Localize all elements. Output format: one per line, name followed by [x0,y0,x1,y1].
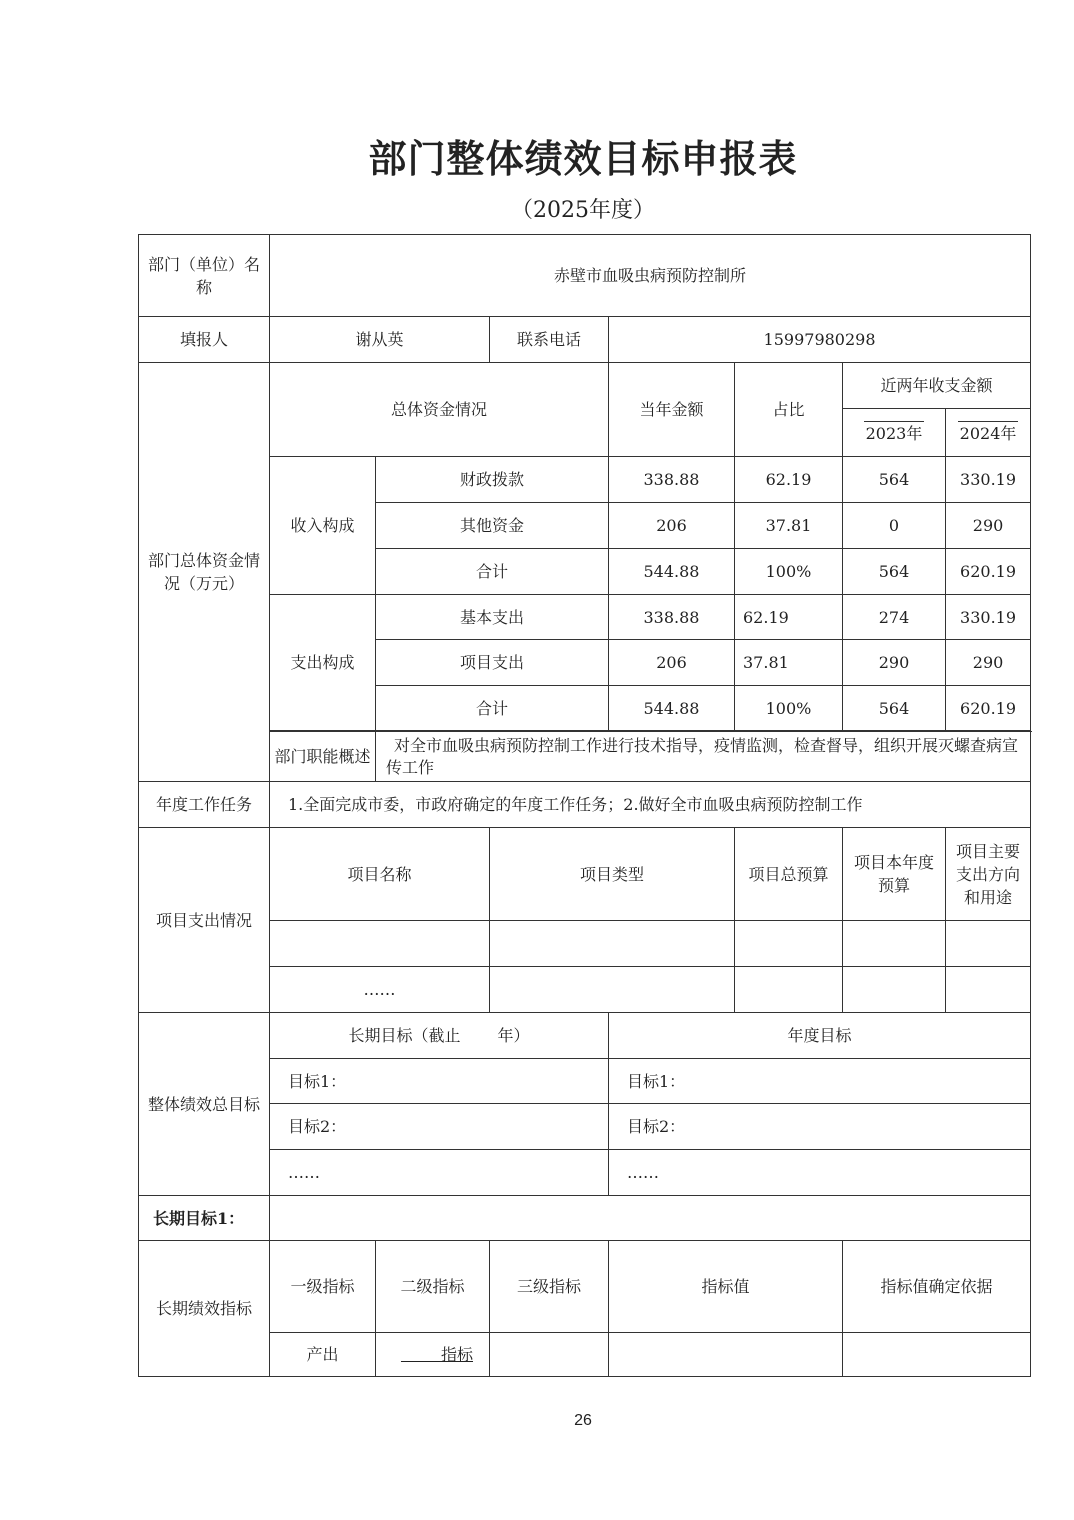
dept-name: 赤壁市血吸虫病预防控制所 [270,235,1031,317]
level2-header: 二级指标 [376,1241,490,1333]
expense-row-2024: 330.19 [946,595,1031,640]
expense-row-name: 基本支出 [376,595,609,640]
income-row-name: 其他资金 [376,503,609,549]
expense-total-name: 合计 [376,686,609,731]
income-total-2023: 564 [843,549,946,595]
income-row-2023: 0 [843,503,946,549]
page-number: 26 [574,1412,592,1429]
income-row-ratio: 37.81 [735,503,843,549]
level3-header: 三级指标 [490,1241,609,1333]
indicators-section-label: 长期绩效指标 [139,1241,270,1377]
expense-label: 支出构成 [270,595,376,731]
income-row-name: 财政拨款 [376,457,609,503]
page-title: 部门整体绩效目标申报表 [368,136,798,181]
year-2023-header: 2023年 [843,409,946,457]
goals-section-label: 整体绩效总目标 [139,1013,270,1196]
project-year-budget-cell [843,921,946,967]
income-row-amount: 206 [609,503,735,549]
long-term-goal-header: 长期目标（截止 年） [270,1013,609,1059]
project-total-budget-cell [735,921,843,967]
income-label: 收入构成 [270,457,376,595]
project-type-header: 项目类型 [490,828,735,921]
project-name-header: 项目名称 [270,828,490,921]
expense-total-2024: 620.19 [946,686,1031,731]
task-label: 年度工作任务 [139,782,270,828]
project-ellipsis: …… [270,967,490,1013]
two-year-header: 近两年收支金额 [843,363,1031,409]
income-row-2023: 564 [843,457,946,503]
year-2024-header: 2024年 [946,409,1031,457]
expense-total-amount: 544.88 [609,686,735,731]
output-level2: 指标 [376,1333,490,1377]
indicator-value-header: 指标值 [609,1241,843,1333]
project-section-label: 项目支出情况 [139,828,270,1013]
page-subtitle: （2025年度） [511,198,655,223]
expense-row-ratio: 62.19 [735,595,843,640]
function-label: 部门职能概述 [270,732,376,782]
expense-total-2023: 564 [843,686,946,731]
long-goal1-value [270,1196,1031,1241]
annual-goal-2: 目标2： [609,1104,1031,1150]
filler-label: 填报人 [139,317,270,363]
output-level3 [490,1333,609,1377]
annual-goal-1: 目标1： [609,1059,1031,1104]
income-row-2024: 290 [946,503,1031,549]
output-basis [843,1333,1031,1377]
funds-section-label: 部门总体资金情况（万元） [139,363,270,782]
project-type-cell [490,967,735,1013]
long-term-goal-ellipsis: …… [270,1150,609,1196]
dept-label: 部门（单位）名称 [139,235,270,317]
expense-row-amount: 338.88 [609,595,735,640]
long-term-goal-2: 目标2： [270,1104,609,1150]
income-total-amount: 544.88 [609,549,735,595]
task-text: 1.全面完成市委，市政府确定的年度工作任务；2.做好全市血吸虫病预防控制工作 [270,782,1031,828]
income-row-amount: 338.88 [609,457,735,503]
expense-row-2023: 290 [843,640,946,686]
expense-row-amount: 206 [609,640,735,686]
project-usage-header: 项目主要支出方向和用途 [946,828,1031,921]
output-label: 产出 [270,1333,376,1377]
project-year-budget-header: 项目本年度预算 [843,828,946,921]
project-total-budget-cell [735,967,843,1013]
expense-row-2024: 290 [946,640,1031,686]
output-value [609,1333,843,1377]
function-text: 对全市血吸虫病预防控制工作进行技术指导，疫情监测，检查督导，组织开展灭螺查病宣传工作 [376,732,1031,782]
expense-row-2023: 274 [843,595,946,640]
indicator-basis-header: 指标值确定依据 [843,1241,1031,1333]
expense-row-name: 项目支出 [376,640,609,686]
project-total-budget-header: 项目总预算 [735,828,843,921]
income-total-ratio: 100% [735,549,843,595]
phone-label: 联系电话 [490,317,609,363]
income-total-name: 合计 [376,549,609,595]
project-usage-cell [946,967,1031,1013]
expense-row-ratio: 37.81 [735,640,843,686]
filler-name: 谢从英 [270,317,490,363]
ratio-header: 占比 [735,363,843,457]
project-usage-cell [946,921,1031,967]
income-row-ratio: 62.19 [735,457,843,503]
project-type-cell [490,921,735,967]
annual-goal-header: 年度目标 [609,1013,1031,1059]
income-total-2024: 620.19 [946,549,1031,595]
level1-header: 一级指标 [270,1241,376,1333]
phone-value: 15997980298 [609,317,1031,363]
long-term-goal-1: 目标1： [270,1059,609,1104]
income-row-2024: 330.19 [946,457,1031,503]
expense-total-ratio: 100% [735,686,843,731]
annual-goal-ellipsis: …… [609,1150,1031,1196]
current-amount-header: 当年金额 [609,363,735,457]
overall-funds-header: 总体资金情况 [270,363,609,457]
project-name-cell [270,921,490,967]
performance-form-table [138,234,1031,1377]
long-goal1-label: 长期目标1： [139,1196,270,1241]
project-year-budget-cell [843,967,946,1013]
